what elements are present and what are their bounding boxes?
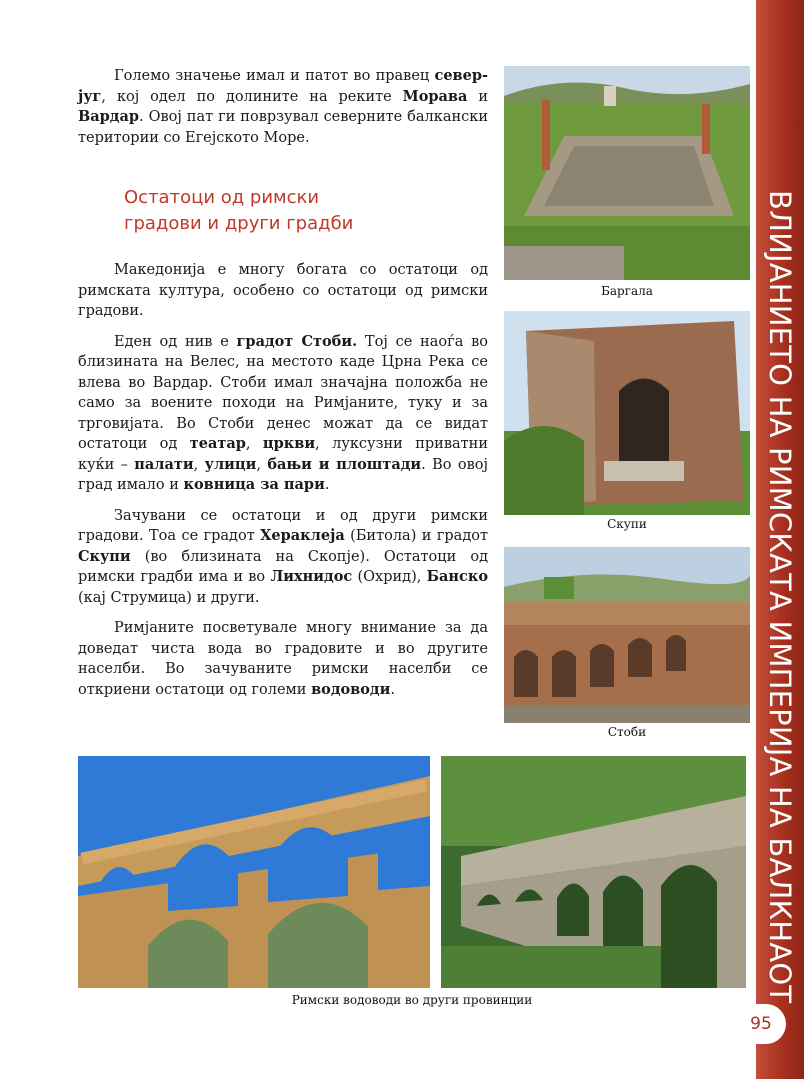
stobi-photo: [504, 547, 750, 723]
stobi-caption: Стоби: [607, 725, 647, 739]
aqueduct-photo-2: [441, 756, 746, 988]
aqueducts-caption: Римски водоводи во други провинции: [291, 993, 533, 1007]
aqueduct-photo-1: [78, 756, 430, 988]
skupi-caption: Скупи: [607, 517, 647, 531]
paragraph-2: Еден од нив е градот Стоби. Тој се наоѓа во близината на Велес, на местото каде Црна Река се влева во Вардар. Стоби имал значајна положба не само за воените походи на Римјаните, туку и за трговијата. Во Стоби денес можат да се видат остатоци од театар, цркви, луксузни приватни куќи – палати, улици, бањи и плоштади. Во овој град имало и ковница за пари.: [78, 332, 489, 493]
paragraph-1: Македонија е многу богата со остатоци од римската култура, особено со остатоци од римски градови.: [78, 262, 488, 319]
paragraph-3: Зачувани се остатоци и од други римски градови. Тоа се градот Хераклеја (Битола) и градот Скупи (во близината на Скопје). Остатоци од римски градби има и во Лихнидос (Охрид), Банско (кај Струмица) и други.: [78, 507, 488, 606]
section-heading: Остатоци од римски градови и други градби: [124, 187, 354, 234]
intro-text: [78, 66, 488, 158]
body-text: [78, 260, 488, 710]
skupi-photo: [504, 311, 750, 515]
page-number: 95: [736, 1004, 786, 1044]
chapter-title: ВЛИЈАНИЕТО НА РИМСКАТА ИМПЕРИЈА НА БАЛКНАОТ: [763, 190, 797, 1004]
intro-paragraph: Големо значење имал и патот во правец север-југ, кој одел по долините на реките Морава и Вардар. Овој пат ги поврзувал северните балкански територии со Егејското Море.: [78, 67, 488, 146]
paragraph-4: Римјаните посветувале многу внимание за да доведат чиста вода во градовите и во другите населби. Во зачуваните римски населби се откриени остатоци од големи водоводи.: [78, 620, 488, 698]
bargala-caption: Баргала: [601, 284, 653, 298]
bargala-photo: [504, 66, 750, 280]
